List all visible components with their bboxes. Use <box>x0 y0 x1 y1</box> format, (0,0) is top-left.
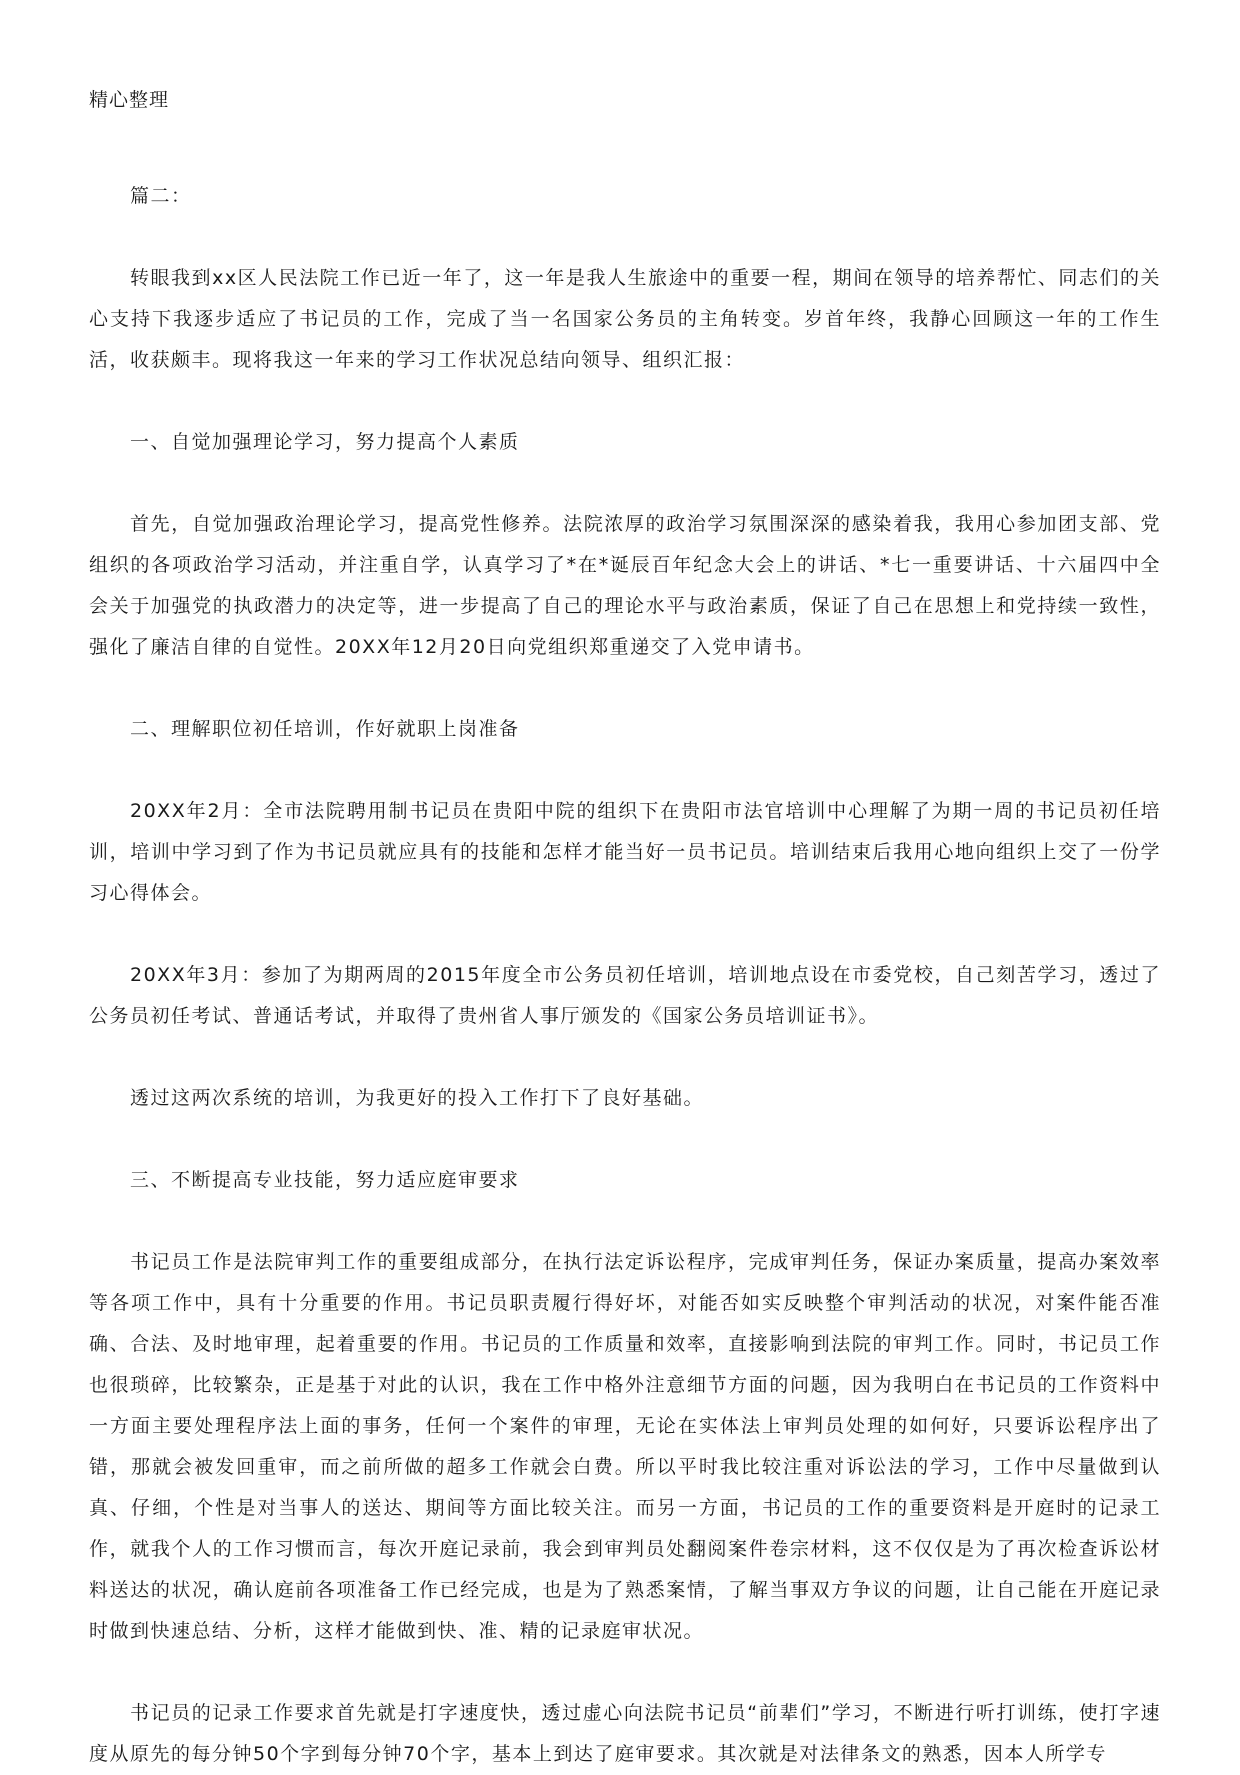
body-paragraph-mar-training: 20XX年3月：参加了为期两周的2015年度全市公务员初任培训，培训地点设在市委党校，自己刻苦学习，透过了公务员初任考试、普通话考试，并取得了贵州省人事厅颁发的《国家公务员培训证书》。 <box>89 964 1161 1027</box>
intro-paragraph: 转眼我到xx区人民法院工作已近一年了，这一年是我人生旅途中的重要一程，期间在领导的培养帮忙、同志们的关心支持下我逐步适应了书记员的工作，完成了当一名国家公务员的主角转变。岁首年终，我静心回顾这一年的工作生活，收获颇丰。现将我这一年来的学习工作状况总结向领导、组织汇报： <box>89 267 1161 371</box>
document-body <box>89 176 1161 1775</box>
body-paragraph-feb-training: 20XX年2月：全市法院聘用制书记员在贵阳中院的组织下在贵阳市法官培训中心理解了为期一周的书记员初任培训，培训中学习到了作为书记员就应具有的技能和怎样才能当好一员书记员。培训结束后我用心地向组织上交了一份学习心得体会。 <box>89 800 1161 904</box>
section-heading-1: 一、自觉加强理论学习，努力提高个人素质 <box>130 431 520 453</box>
document-header: 精心整理 <box>89 89 170 111</box>
body-paragraph-theory: 首先，自觉加强政治理论学习，提高党性修养。法院浓厚的政治学习氛围深深的感染着我，我用心参加团支部、党组织的各项政治学习活动，并注重自学，认真学习了*在*诞辰百年纪念大会上的讲话、*七一重要讲话、十六届四中全会关于加强党的执政潜力的决定等，进一步提高了自己的理论水平与政治素质，保证了自己在思想上和党持续一致性，强化了廉洁自律的自觉性。20XX年12月20日向党组织郑重递交了入党申请书。 <box>89 513 1161 658</box>
section-title-part2: 篇二： <box>130 185 192 207</box>
section-heading-2: 二、理解职位初任培训，作好就职上岗准备 <box>130 718 520 740</box>
section-heading-3: 三、不断提高专业技能，努力适应庭审要求 <box>130 1169 520 1191</box>
body-paragraph-typing: 书记员的记录工作要求首先就是打字速度快，透过虚心向法院书记员“前辈们”学习，不断进行听打训练，使打字速度从原先的每分钟50个字到每分钟70个字，基本上到达了庭审要求。其次就是对法律条文的熟悉，因本人所学专 <box>89 1702 1161 1765</box>
body-paragraph-clerk-work: 书记员工作是法院审判工作的重要组成部分，在执行法定诉讼程序，完成审判任务，保证办案质量，提高办案效率等各项工作中，具有十分重要的作用。书记员职责履行得好坏，对能否如实反映整个审判活动的状况，对案件能否准确、合法、及时地审理，起着重要的作用。书记员的工作质量和效率，直接影响到法院的审判工作。同时，书记员工作也很琐碎，比较繁杂，正是基于对此的认识，我在工作中格外注意细节方面的问题，因为我明白在书记员的工作资料中一方面主要处理程序法上面的事务，任何一个案件的审理，无论在实体法上审判员处理的如何好，只要诉讼程序出了错，那就会被发回重审，而之前所做的超多工作就会白费。所以平时我比较注重对诉讼法的学习，工作中尽量做到认真、仔细，个性是对当事人的送达、期间等方面比较关注。而另一方面，书记员的工作的重要资料是开庭时的记录工作，就我个人的工作习惯而言，每次开庭记录前，我会到审判员处翻阅案件卷宗材料，这不仅仅是为了再次检查诉讼材料送达的状况，确认庭前各项准备工作已经完成，也是为了熟悉案情，了解当事双方争议的问题，让自己能在开庭记录时做到快速总结、分析，这样才能做到快、准、精的记录庭审状况。 <box>89 1251 1161 1642</box>
body-paragraph-training-summary: 透过这两次系统的培训，为我更好的投入工作打下了良好基础。 <box>130 1087 705 1109</box>
